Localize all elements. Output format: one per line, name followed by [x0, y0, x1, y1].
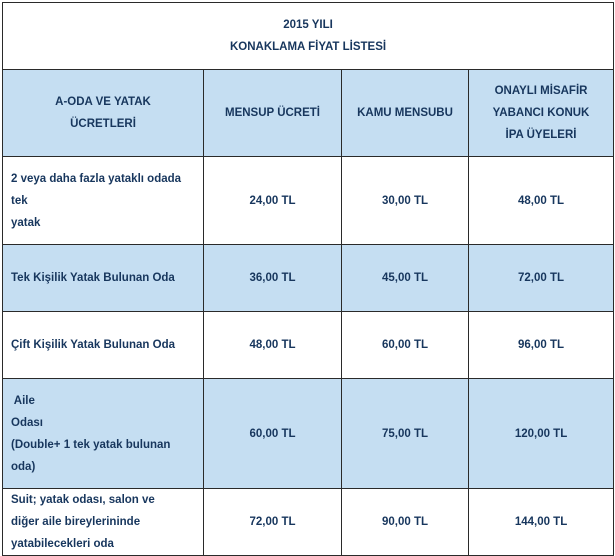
room-type-cell: Tek Kişilik Yatak Bulunan Oda: [3, 245, 204, 312]
header-misafir: ONAYLI MİSAFİR YABANCI KONUK İPA ÜYELERİ: [469, 70, 614, 157]
mensup-price: 48,00 TL: [204, 312, 342, 379]
header-row: [3, 70, 614, 157]
title-name: KONAKLAMA FİYAT LİSTESİ: [229, 41, 387, 53]
table-row: [3, 379, 614, 489]
header-room-type: A-ODA VE YATAK ÜCRETLERİ: [3, 70, 204, 157]
title-row: [3, 3, 614, 70]
misafir-price: 72,00 TL: [469, 245, 614, 312]
table-row: [3, 312, 614, 379]
title-year: 2015 YILI: [283, 19, 333, 31]
misafir-price: 144,00 TL: [469, 489, 614, 556]
kamu-price: 45,00 TL: [342, 245, 469, 312]
table-row: [3, 245, 614, 312]
room-type-cell: Çift Kişilik Yatak Bulunan Oda: [3, 312, 204, 379]
misafir-price: 96,00 TL: [469, 312, 614, 379]
room-type-cell: Suit; yatak odası, salon ve diğer aile bireylerininde yatabilecekleri oda: [3, 489, 204, 556]
price-table: [2, 2, 614, 556]
table-row: [3, 157, 614, 245]
price-list-sheet: [2, 2, 613, 556]
mensup-price: 60,00 TL: [204, 379, 342, 489]
room-type-cell: Aile Odası (Double+ 1 tek yatak bulunan oda): [3, 379, 204, 489]
room-type-cell: 2 veya daha fazla yataklı odada tek yatak: [3, 157, 204, 245]
kamu-price: 90,00 TL: [342, 489, 469, 556]
header-mensup: MENSUP ÜCRETİ: [204, 70, 342, 157]
mensup-price: 36,00 TL: [204, 245, 342, 312]
table-title: [3, 3, 614, 70]
kamu-price: 30,00 TL: [342, 157, 469, 245]
misafir-price: 120,00 TL: [469, 379, 614, 489]
misafir-price: 48,00 TL: [469, 157, 614, 245]
kamu-price: 75,00 TL: [342, 379, 469, 489]
mensup-price: 24,00 TL: [204, 157, 342, 245]
kamu-price: 60,00 TL: [342, 312, 469, 379]
mensup-price: 72,00 TL: [204, 489, 342, 556]
table-row: [3, 489, 614, 556]
header-kamu: KAMU MENSUBU: [342, 70, 469, 157]
